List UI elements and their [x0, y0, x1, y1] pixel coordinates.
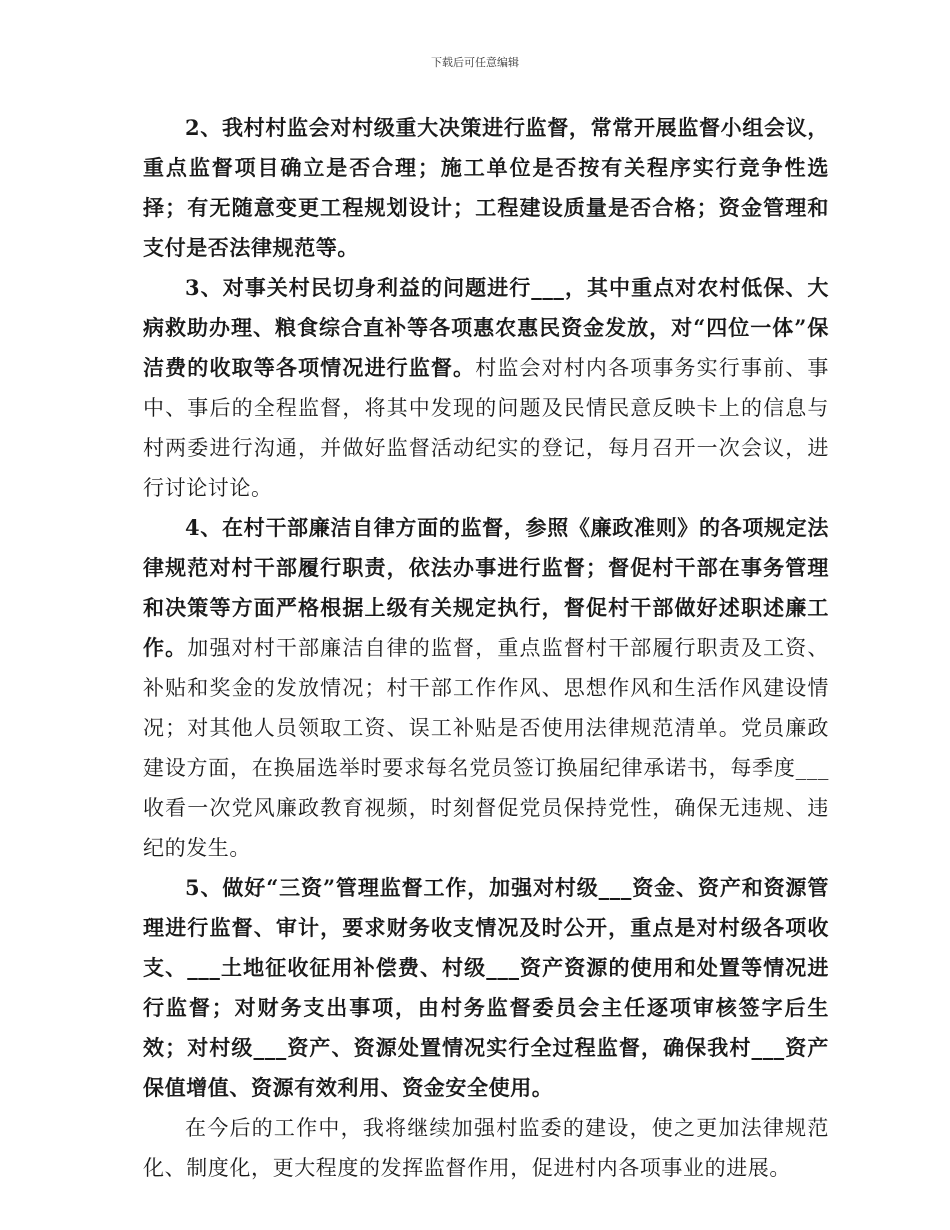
paragraph-2-major-decisions [143, 108, 829, 268]
page-header-note: 下载后可任意编辑 [431, 56, 519, 69]
paragraph-normal-text: 村监会对村内各项事务实行事前、事中、事后的全程监督，将其中发现的问题及民情民意反映卡上的信息与村两委进行沟通，并做好监督活动纪实的登记，每月召开一次会议，进行讨论讨论。 [143, 356, 829, 500]
paragraph-4-cadre-integrity [143, 508, 829, 868]
paragraph-bold-text: 5、做好“三资”管理监督工作，加强对村级___资金、资产和资源管理进行监督、审计，要求财务收支情况及时公开，重点是对村级各项收支、___土地征收征用补偿费、村级___资产资源的使用和处置等情况进行监督；对财务支出事项，由村务监督委员会主任逐项审核签字后生效；对村级___资产、资源处置情况实行全过程监督，确保我村___资产保值增值、资源有效利用、资金安全使用。 [143, 875, 829, 1100]
paragraph-closing [143, 1108, 829, 1188]
paragraph-normal-text: 加强对村干部廉洁自律的监督，重点监督村干部履行职责及工资、补贴和奖金的发放情况；村干部工作作风、思想作风和生活作风建设情况；对其他人员领取工资、误工补贴是否使用法律规范清单。党员廉政建设方面，在换届选举时要求每名党员签订换届纪律承诺书，每季度___收看一次党风廉政教育视频，时刻督促党员保持党性，确保无违规、违纪的发生。 [143, 636, 829, 860]
paragraph-bold-text: 4、在村干部廉洁自律方面的监督，参照《廉政准则》的各项规定法律规范对村干部履行职责，依法办事进行监督；督促村干部在事务管理和决策等方面严格根据上级有关规定执行，督促村干部做好述职述廉工作。 [143, 515, 829, 660]
paragraph-normal-text: 在今后的工作中，我将继续加强村监委的建设，使之更加法律规范化、制度化，更大程度的发挥监督作用，促进村内各项事业的进展。 [143, 1116, 829, 1180]
paragraph-bold-text: 3、对事关村民切身利益的问题进行___，其中重点对农村低保、大病救助办理、粮食综合直补等各项惠农惠民资金发放，对“四位一体”保洁费的收取等各项情况进行监督。 [143, 275, 829, 380]
document-body [143, 108, 829, 1188]
paragraph-5-three-assets [143, 868, 829, 1108]
paragraph-3-villager-interests [143, 268, 829, 508]
paragraph-bold-text: 2、我村村监会对村级重大决策进行监督，常常开展监督小组会议，重点监督项目确立是否合理；施工单位是否按有关程序实行竞争性选择；有无随意变更工程规划设计；工程建设质量是否合格；资金管理和支付是否法律规范等。 [143, 115, 829, 260]
